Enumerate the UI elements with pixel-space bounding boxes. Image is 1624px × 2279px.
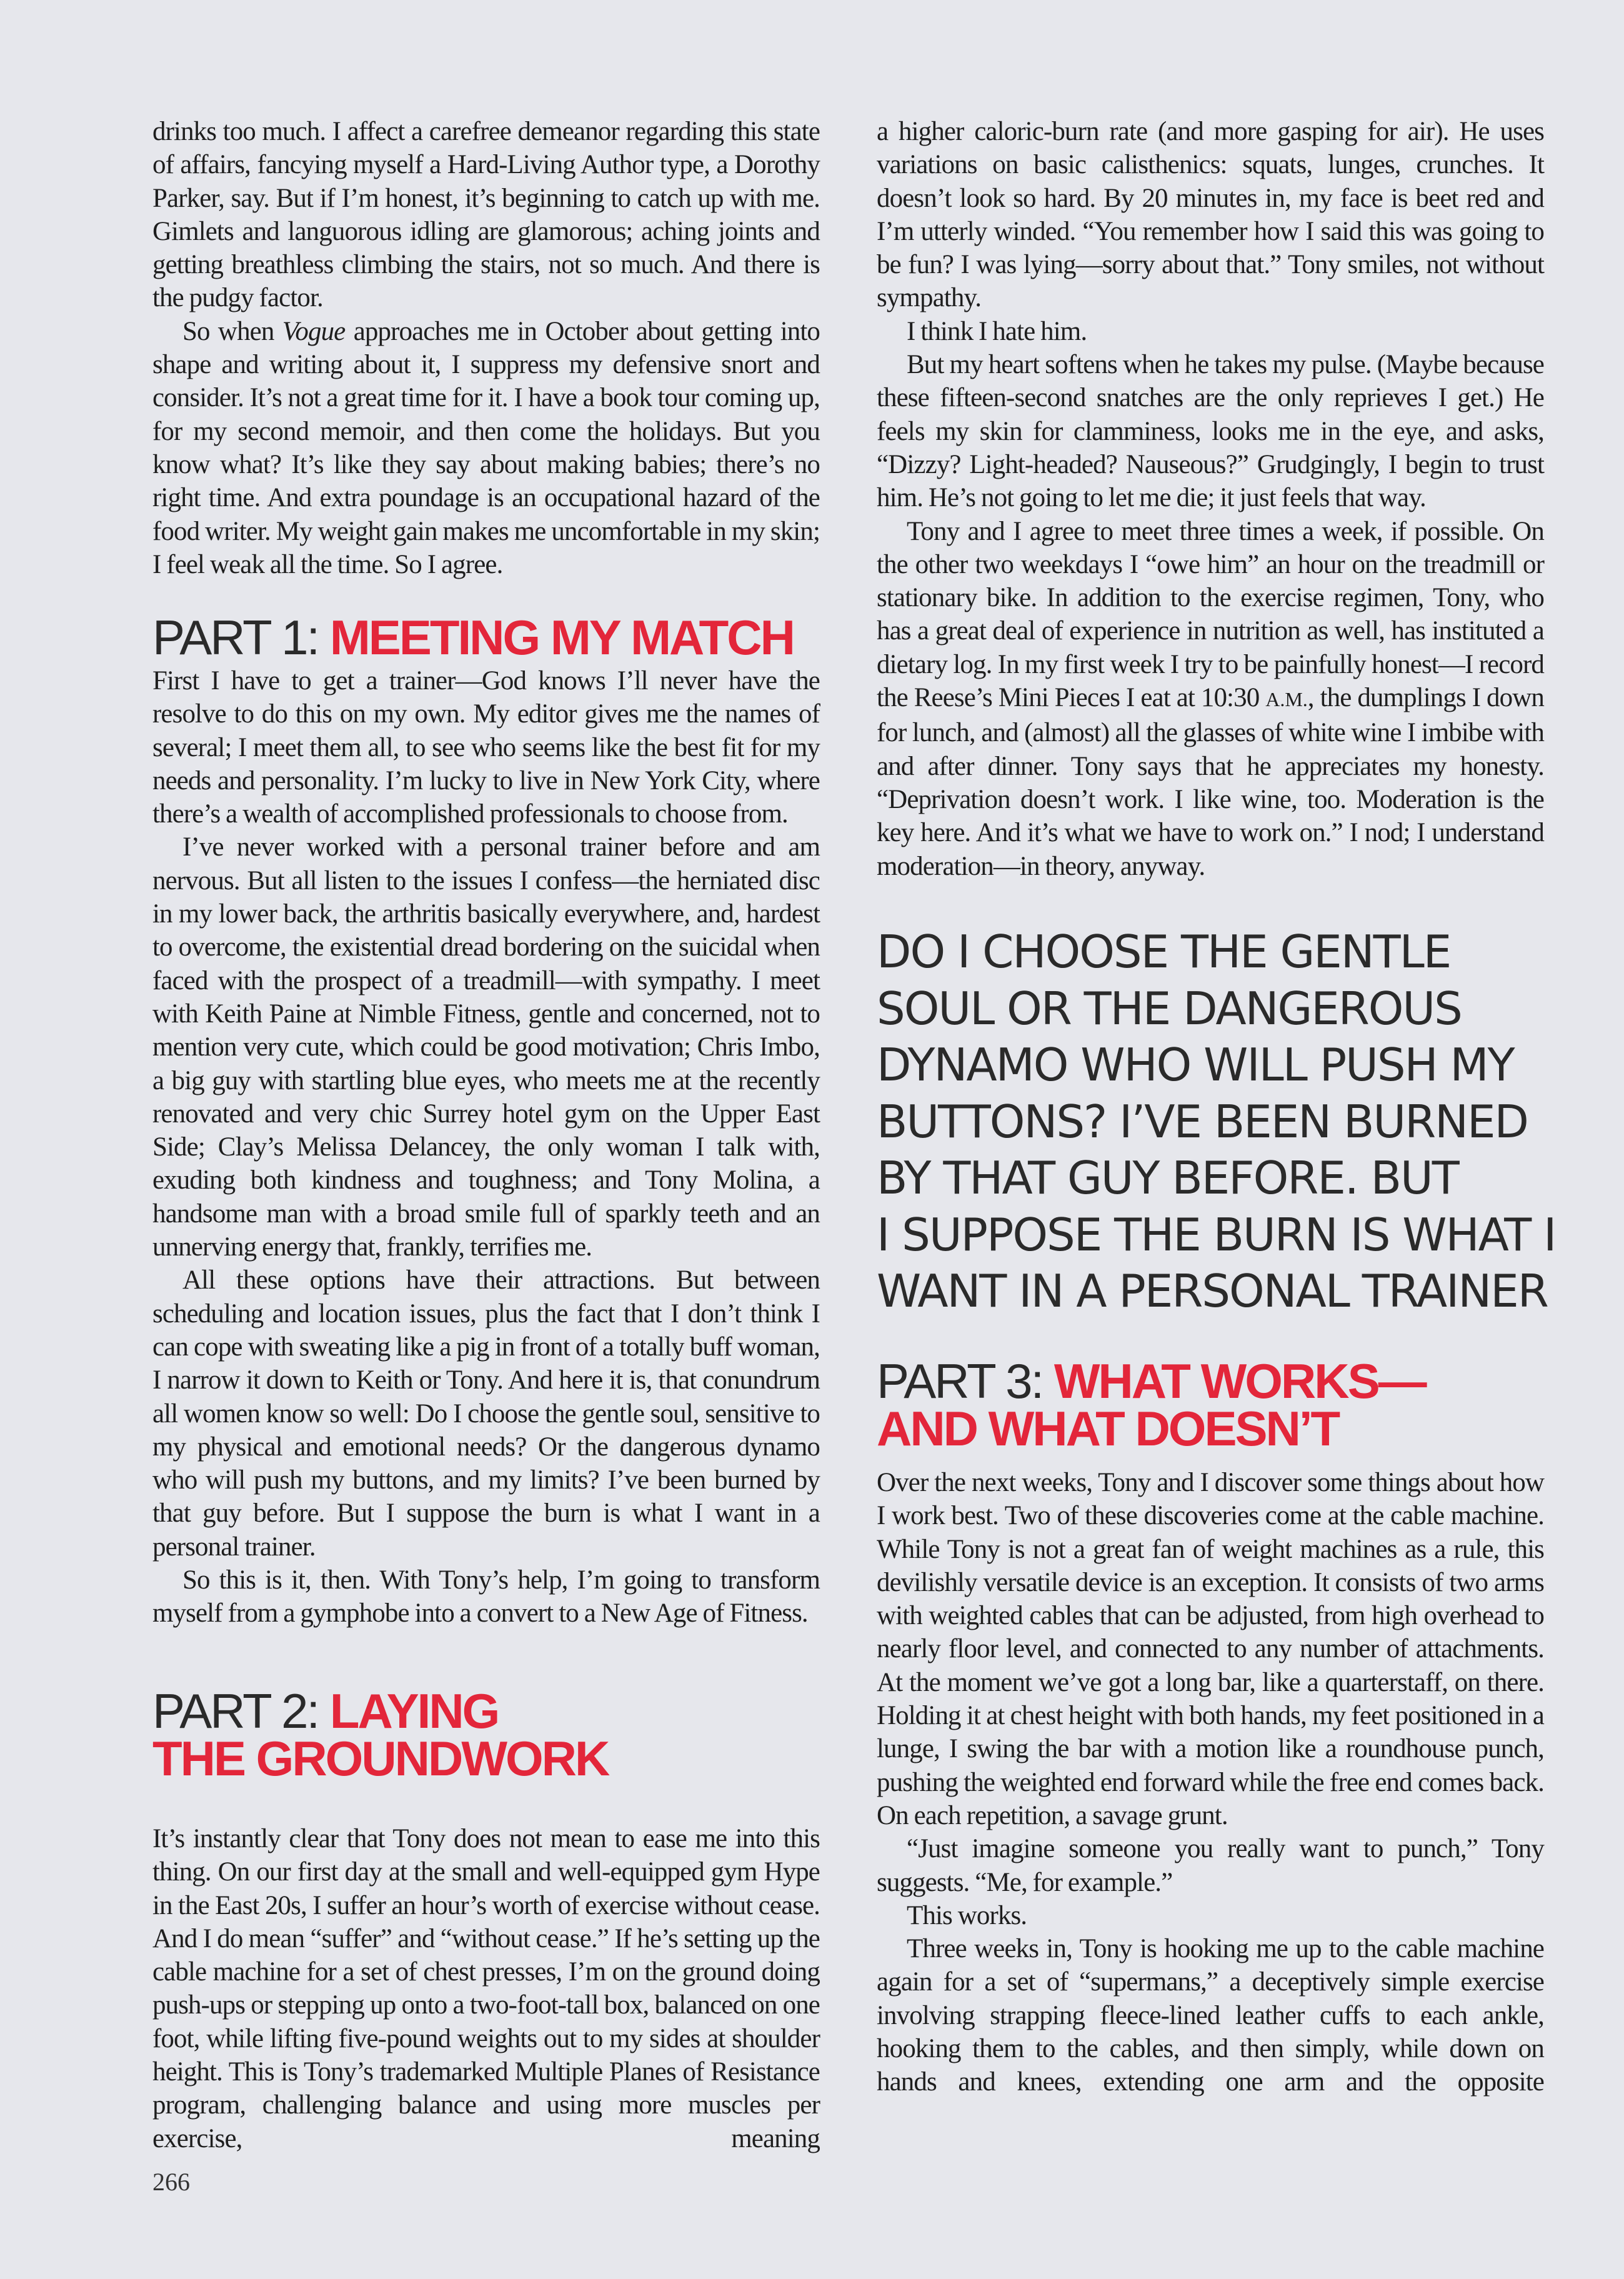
paragraph: First I have to get a trainer—God knows I’ll never have the resolve to do this on my own. My editor gives me the names of several; I meet them all, to see who seems like the best fit for my needs and personality. I’m lucky to live in New York City, where there’s a wealth of accomplished professionals to choose from.	[152, 666, 820, 829]
section-heading-part-1	[152, 610, 794, 665]
paragraph: I’ve never worked with a personal trainer before and am nervous. But all listen to the issues I confess—the herniated disc in my lower back, the arthritis basically everywhere, and, hardest to overcome, the existential dread bordering on the suicidal when faced with the prospect of a treadmill—with sympathy. I meet with Keith Paine at Nimble Fitness, gentle and concerned, not to mention very cute, which could be good motivation; Chris Imbo, a big guy with startling blue eyes, who meets me at the recently renovated and very chic Surrey hotel gym on the Upper East Side; Clay’s Melissa Delancey, the only woman I talk with, exuding both kindness and toughness; and Tony Molina, a handsome man with a broad smile full of sparkly teeth and an unnerving energy that, frankly, terrifies me.	[152, 832, 820, 1262]
right-column-part-3	[877, 1466, 1544, 2099]
section-heading-part-3	[877, 1354, 1425, 1456]
text: approaches me in October about getting into shape and writing about it, I suppress my defensive snort and consider. It’s not a great time for it. I have a book tour coming up, for my second memoir, and then come the holidays. But you know what? It’s like they say about making babies; there’s no right time. And extra poundage is an occupational hazard of the food writer. My weight gain makes me uncomfortable in my skin; I feel weak all the time. So I agree.	[152, 316, 820, 579]
pull-quote	[877, 924, 1555, 1320]
pull-quote-line: BUTTONS? I’VE BEEN BURNED	[877, 1095, 1528, 1148]
section-heading-part-2	[152, 1683, 609, 1786]
paragraph: But my heart softens when he takes my pulse. (Maybe because these fifteen-second snatches are the only reprieves I get.) He feels my skin for clamminess, looks me in the eye, and asks, “Dizzy? Light-headed? Nauseous?” Grudgingly, I begin to trust him. He’s not going to let me die; it just feels that way.	[877, 350, 1544, 513]
heading-title: WHAT WORKS—	[1054, 1354, 1425, 1409]
paragraph: drinks too much. I affect a carefree demeanor regarding this state of affairs, fancying myself a Hard-Living Author type, a Dorothy Parker, say. But if I’m honest, it’s beginning to catch up with me. Gimlets and languorous idling are glamorous; aching joints and getting breathless climbing the stairs, not so much. And there is the pudgy factor.	[152, 117, 820, 313]
paragraph	[877, 515, 1544, 883]
left-column-part-2	[152, 1822, 820, 2155]
paragraph: So this is it, then. With Tony’s help, I’m going to transform myself from a gymphobe into a convert to a New Age of Fitness.	[152, 1565, 820, 1628]
paragraph: All these options have their attractions. But between scheduling and location issues, plus the fact that I don’t think I can cope with sweating like a pig in front of a totally buff woman, I narrow it down to Keith or Tony. And here it is, that conundrum all women know so well: Do I choose the gentle soul, sensitive to my physical and emotional needs? Or the dangerous dynamo who will push my buttons, and my limits? I’ve been burned by that guy before. But I suppose the burn is what I want in a personal trainer.	[152, 1265, 820, 1562]
magazine-name: Vogue	[282, 316, 346, 346]
heading-title: LAYING	[329, 1683, 499, 1738]
paragraph: This works.	[907, 1900, 1027, 1930]
pull-quote-line: DO I CHOOSE THE GENTLE	[877, 925, 1451, 978]
time-suffix: A.M.	[1265, 688, 1308, 711]
text: , the dumplings I down for lunch, and (almost) all the glasses of white wine I imbibe with and after dinner. Tony says that he appreciates my honesty. “Deprivation doesn’t work. I like wine, too. Moderation is the key here. And it’s what we have to work on.” I nod; I understand moderation—in theory, anyway.	[877, 683, 1544, 881]
heading-prefix: PART 2:	[152, 1683, 330, 1738]
left-column-intro	[152, 115, 820, 581]
right-column-part-2	[877, 115, 1544, 883]
text: Tony and I agree to meet three times a week, if possible. On the other two weekdays I “owe him” an hour on the treadmill or stationary bike. In addition to the exercise regimen, Tony, who has a great deal of experience in nutrition as well, has instituted a dietary log. In my first week I try to be painfully honest—I record the Reese’s Mini Pieces I eat at 10:30	[877, 516, 1544, 713]
heading-prefix: PART 3:	[877, 1354, 1054, 1409]
pull-quote-line: I SUPPOSE THE BURN IS WHAT I	[877, 1208, 1556, 1261]
text: So when	[182, 316, 282, 346]
pull-quote-line: DYNAMO WHO WILL PUSH MY	[877, 1039, 1514, 1091]
pull-quote-line: BY THAT GUY BEFORE. BUT	[877, 1152, 1458, 1204]
paragraph: I think I hate him.	[907, 316, 1087, 346]
heading-title: AND WHAT DOESN’T	[877, 1401, 1339, 1456]
left-column-part-1	[152, 664, 820, 1630]
paragraph: It’s instantly clear that Tony does not mean to ease me into this thing. On our first day at the small and well-equipped gym Hype in the East 20s, I suffer an hour’s worth of exercise without cease. And I do mean “suffer” and “without cease.” If he’s setting up the cable machine for a set of chest presses, I’m on the ground doing push-ups or stepping up onto a two-foot-tall box, balanced on one foot, while lifting five-pound weights out to my sides at shoulder height. This is Tony’s trademarked Multiple Planes of Resistance program, challenging balance and using more muscles per exercise, meaning	[152, 1824, 820, 2153]
heading-title: THE GROUNDWORK	[152, 1731, 609, 1786]
heading-prefix: PART 1:	[152, 610, 330, 665]
paragraph: a higher caloric-burn rate (and more gasping for air). He uses variations on basic calisthenics: squats, lunges, crunches. It doesn’t look so hard. By 20 minutes in, my face is beet red and I’m utterly winded. “You remember how I said this was going to be fun? I was lying—sorry about that.” Tony smiles, not without sympathy.	[877, 117, 1544, 313]
page-number: 266	[152, 2168, 190, 2196]
paragraph	[152, 315, 820, 581]
pull-quote-line: SOUL OR THE DANGEROUS	[877, 982, 1462, 1035]
paragraph: Over the next weeks, Tony and I discover some things about how I work best. Two of these discoveries come at the cable machine. While Tony is not a great fan of weight machines as a rule, this devilishly versatile device is an exception. It consists of two arms with weighted cables that can be adjusted, from high overhead to nearly floor level, and connected to any number of attachments. At the moment we’ve got a long bar, like a quarterstaff, on there. Holding it at chest height with both hands, my feet positioned in a lunge, I swing the bar with a motion like a roundhouse punch, pushing the weighted end forward while the free end comes back. On each repetition, a savage grunt.	[877, 1468, 1544, 1830]
heading-title: MEETING MY MATCH	[329, 610, 794, 665]
pull-quote-line: WANT IN A PERSONAL TRAINER	[877, 1265, 1548, 1317]
paragraph: “Just imagine someone you really want to punch,” Tony suggests. “Me, for example.”	[877, 1834, 1544, 1897]
paragraph: Three weeks in, Tony is hooking me up to the cable machine again for a set of “supermans,” a deceptively simple exercise involving strapping fleece-lined leather cuffs to each ankle, hooking them to the cables, and then simply, while down on hands and knees, extending one arm and the opposite	[877, 1934, 1544, 2097]
